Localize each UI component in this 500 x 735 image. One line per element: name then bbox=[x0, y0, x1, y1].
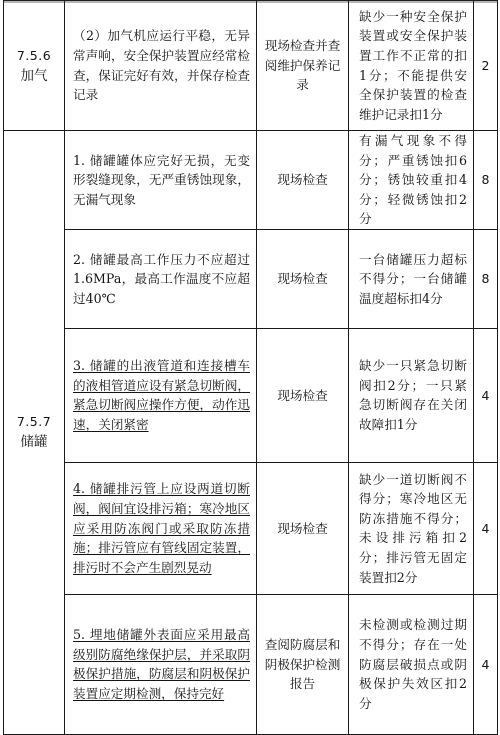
score-cell bbox=[474, 1, 498, 131]
method-cell bbox=[257, 328, 349, 462]
table-row bbox=[4, 594, 498, 734]
standard-table-page bbox=[3, 0, 497, 732]
requirement-cell bbox=[65, 131, 257, 230]
table-row bbox=[4, 131, 498, 230]
method-text: 现场检查 bbox=[277, 520, 328, 536]
method-cell bbox=[257, 229, 349, 328]
requirement-text: 2. 储罐最高工作压力不应超过1.6MPa，最高工作温度不应超过40℃ bbox=[73, 251, 250, 306]
table-row bbox=[4, 229, 498, 328]
table-row bbox=[4, 328, 498, 462]
method-text: 现场检查 bbox=[277, 271, 328, 287]
requirement-cell bbox=[65, 462, 257, 594]
method-text: 现场检查 bbox=[277, 172, 328, 188]
score-cell bbox=[474, 594, 498, 734]
requirement-cell bbox=[65, 1, 257, 131]
criteria-text: 未检测或检测过期不得分；存在一处防腐层破损点或阴极保护失效区扣2分 bbox=[359, 617, 467, 711]
criteria-cell bbox=[349, 594, 474, 734]
requirement-text: （2）加气机应运行平稳，无异常声响，安全保护装置应经常检查，保证完好有效，并保存检查记录 bbox=[73, 28, 250, 103]
section-name: 储罐 bbox=[20, 434, 48, 451]
score-cell bbox=[474, 328, 498, 462]
criteria-text: 缺少一只紧急切断阀扣2分；一只紧急切断阀存在关闭故障扣1分 bbox=[359, 358, 467, 433]
table-row bbox=[4, 462, 498, 594]
requirement-cell bbox=[65, 328, 257, 462]
method-cell bbox=[257, 594, 349, 734]
method-text: 现场检查 bbox=[277, 387, 328, 403]
score-cell bbox=[474, 462, 498, 594]
criteria-text: 缺少一种安全保护装置或安全保护装置工作不正常的扣1分；不能提供安全保护装置的检查维护记录扣1分 bbox=[359, 8, 467, 122]
criteria-text: 有漏气现象不得分；严重锈蚀扣6分；锈蚀较重扣4分；轻微锈蚀扣2分 bbox=[359, 133, 467, 227]
requirement-text: 5. 埋地储罐外表面应采用最高级别防腐绝缘保护层，并采取阴极保护措施，防腐层和阴极保护装置应定期检测，保持完好 bbox=[73, 627, 250, 702]
requirement-text: 4. 储罐排污管上应设两道切断阀，阀间宜设排污箱；寒冷地区应采用防冻阀门或采取防冻措施；排污管应有管线固定装置，排污时不会产生剧烈晃动 bbox=[73, 481, 250, 575]
section-cell-gas-filling bbox=[4, 1, 65, 131]
score-value: 4 bbox=[481, 387, 490, 403]
requirement-cell bbox=[65, 594, 257, 734]
criteria-cell bbox=[349, 1, 474, 131]
requirement-text: 3. 储罐的出液管道和连接槽车的液相管道应设有紧急切断阀，紧急切断阀应操作方便，动作迅速，关闭紧密 bbox=[73, 358, 250, 433]
criteria-text: 缺少一道切断阀不得分；寒冷地区无防冻措施不得分；未设排污箱扣2分；排污管无固定装置扣2分 bbox=[359, 471, 467, 585]
method-cell bbox=[257, 1, 349, 131]
score-value: 2 bbox=[481, 58, 490, 73]
method-cell bbox=[257, 131, 349, 230]
section-cell-storage-tank bbox=[4, 131, 65, 735]
score-value: 4 bbox=[481, 656, 490, 672]
requirement-cell bbox=[65, 229, 257, 328]
criteria-cell bbox=[349, 328, 474, 462]
score-cell bbox=[474, 229, 498, 328]
method-text: 现场检查并查阅维护保养记录 bbox=[264, 38, 341, 93]
criteria-cell bbox=[349, 462, 474, 594]
score-value: 8 bbox=[481, 271, 490, 287]
score-cell bbox=[474, 131, 498, 230]
method-text: 查阅防腐层和阴极保护检测报告 bbox=[264, 637, 341, 692]
method-cell bbox=[257, 462, 349, 594]
section-name: 加气 bbox=[20, 67, 48, 84]
inspection-criteria-table bbox=[3, 0, 498, 735]
requirement-text: 1. 储罐罐体应完好无损，无变形裂缝现象，无严重锈蚀现象，无漏气现象 bbox=[73, 152, 250, 207]
score-value: 8 bbox=[481, 172, 490, 188]
criteria-cell bbox=[349, 131, 474, 230]
criteria-cell bbox=[349, 229, 474, 328]
criteria-text: 一台储罐压力超标不得分；一台储罐温度超标扣4分 bbox=[359, 251, 467, 306]
top-edge-line bbox=[3, 0, 497, 3]
table-row bbox=[4, 1, 498, 131]
section-number: 7.5.6 bbox=[16, 47, 52, 63]
score-value: 4 bbox=[481, 520, 490, 536]
section-number: 7.5.7 bbox=[16, 414, 52, 430]
